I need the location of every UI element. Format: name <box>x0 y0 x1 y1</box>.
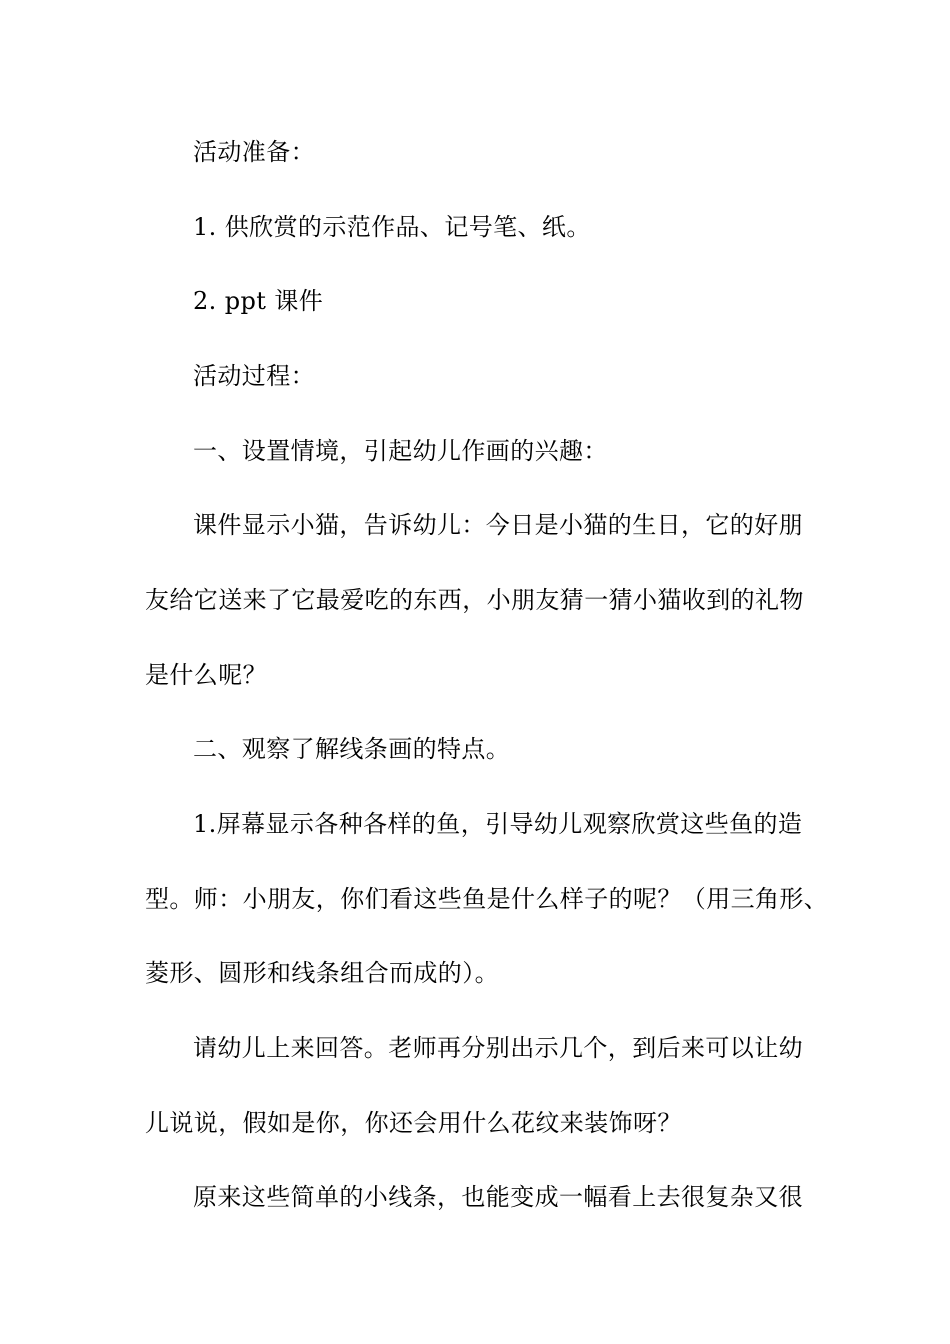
text-line: 儿说说，假如是你，你还会用什么花纹来装饰呀？ <box>145 1109 682 1137</box>
text-line: 课件显示小猫，告诉幼儿：今日是小猫的生日，它的好朋 <box>193 511 803 539</box>
text-line: 2. ppt 课件 <box>193 287 324 315</box>
text-line: 型。师：小朋友，你们看这些鱼是什么样子的呢？（用三角形、 <box>145 885 829 913</box>
text-line: 请幼儿上来回答。老师再分别出示几个，到后来可以让幼 <box>193 1034 803 1062</box>
text-line: 菱形、圆形和线条组合而成的）。 <box>145 959 499 987</box>
text-line: 原来这些简单的小线条，也能变成一幅看上去很复杂又很 <box>193 1183 803 1211</box>
text-line: 一、设置情境，引起幼儿作画的兴趣： <box>193 437 608 465</box>
text-line: 二、观察了解线条画的特点。 <box>193 735 511 763</box>
text-line: 活动准备： <box>193 138 315 166</box>
text-line: 活动过程： <box>193 362 315 390</box>
text-line: 友给它送来了它最爱吃的东西，小朋友猜一猜小猫收到的礼物 <box>145 586 804 614</box>
text-line: 是什么呢？ <box>145 661 267 689</box>
text-line: 1. 供欣赏的示范作品、记号笔、纸。 <box>193 213 591 241</box>
text-line: 1.屏幕显示各种各样的鱼，引导幼儿观察欣赏这些鱼的造 <box>193 810 803 838</box>
